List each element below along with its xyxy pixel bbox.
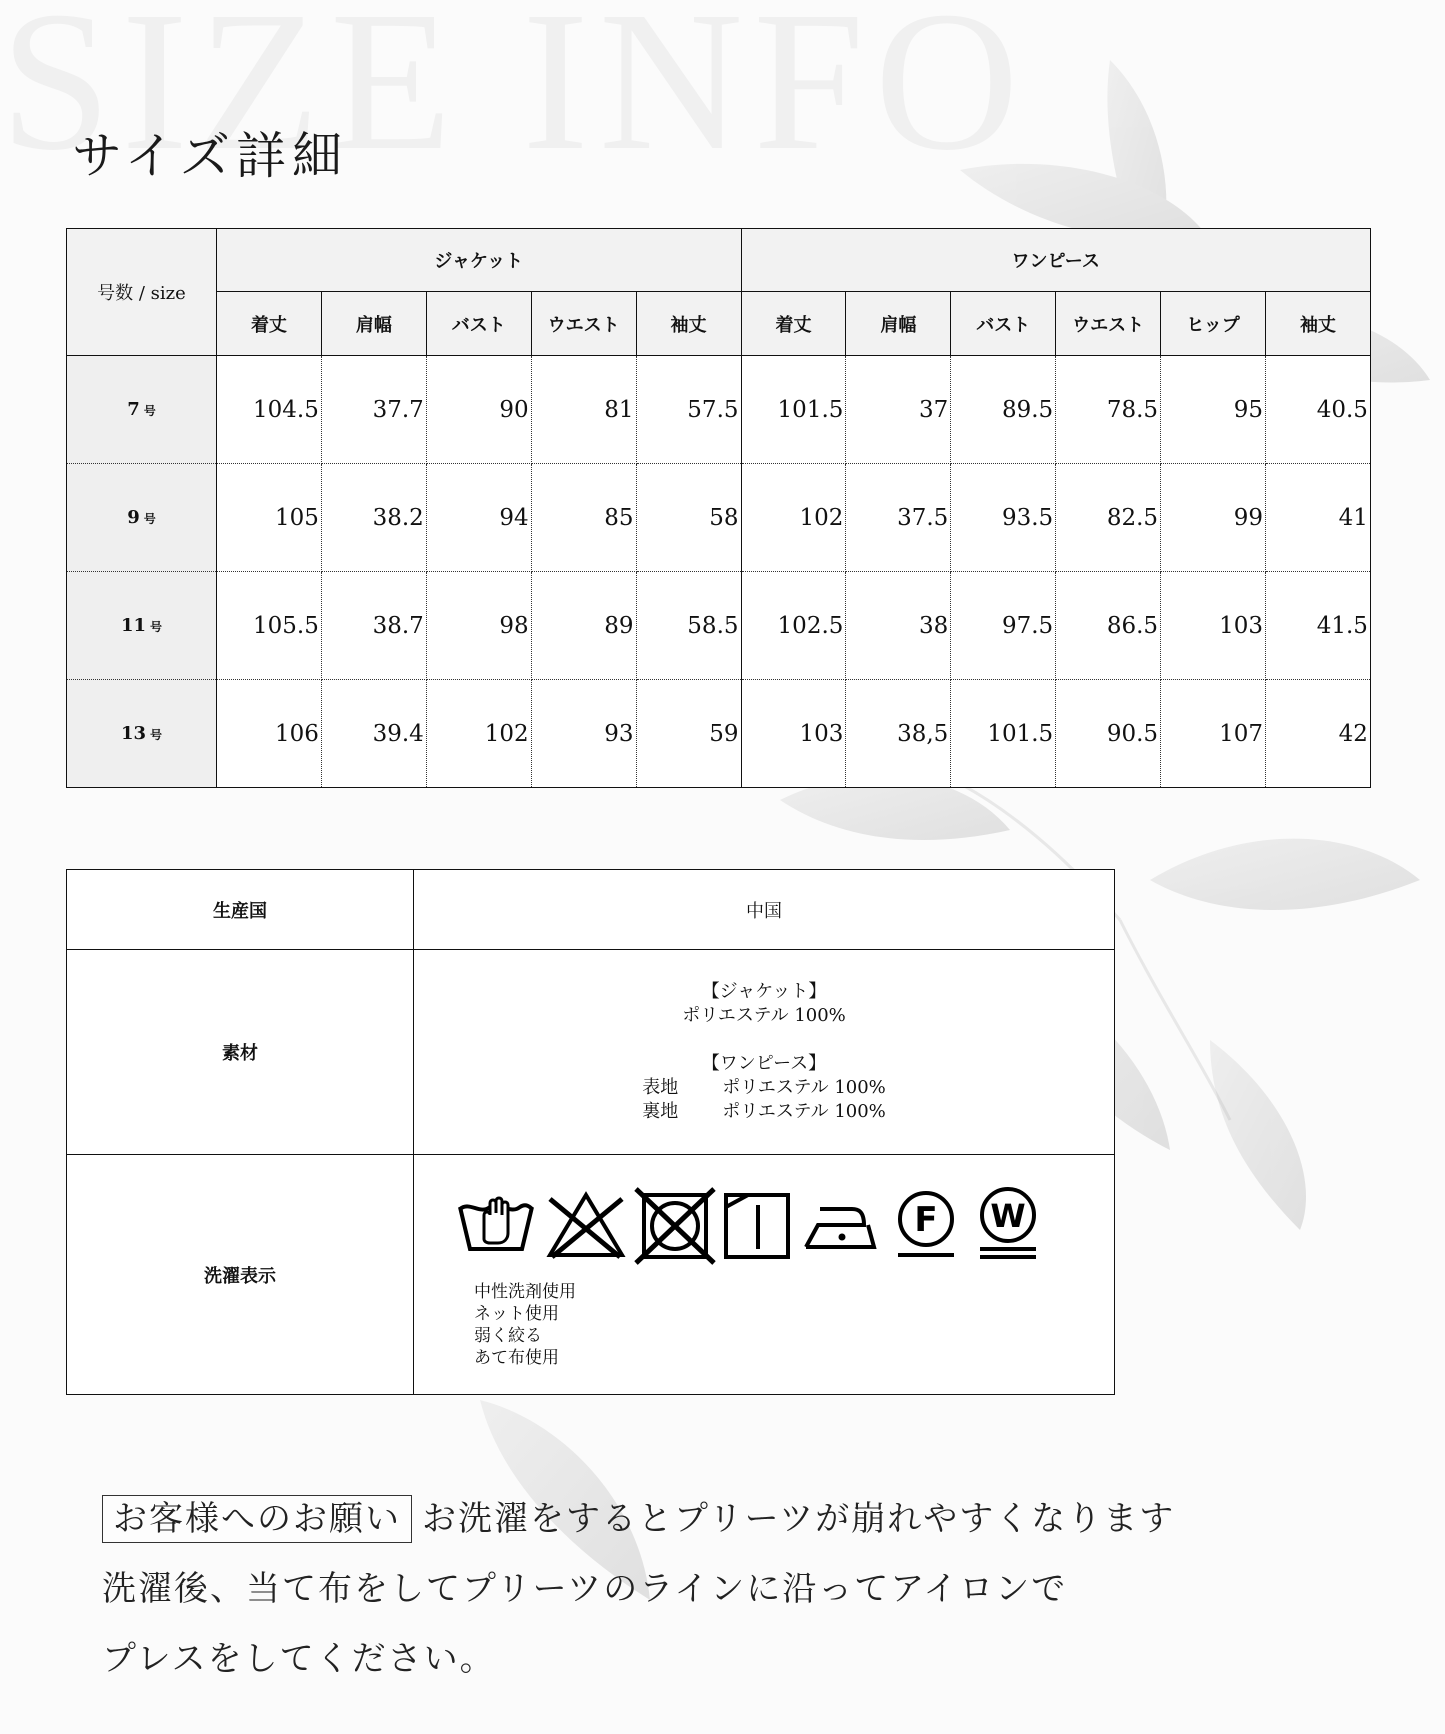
table-cell: 104.5 (217, 356, 322, 464)
table-cell: 105.5 (217, 572, 322, 680)
table-cell: 101.5 (951, 680, 1056, 788)
column-header: 着丈 (741, 292, 846, 356)
size-number: 7 (127, 399, 140, 420)
column-header: ウエスト (1056, 292, 1161, 356)
no-tumble-dry-icon (630, 1185, 718, 1265)
table-cell: 89.5 (951, 356, 1056, 464)
table-cell: 93.5 (951, 464, 1056, 572)
table-cell: 102.5 (741, 572, 846, 680)
wash-notes (474, 1281, 576, 1369)
material-lining-value: ポリエステル 100% (722, 1101, 886, 1122)
material-jacket-line: ポリエステル 100% (682, 1005, 846, 1026)
column-header: バスト (426, 292, 531, 356)
table-cell: 38.7 (321, 572, 426, 680)
origin-value: 中国 (414, 870, 1115, 950)
table-cell: 89 (531, 572, 636, 680)
column-header-row (67, 292, 1371, 356)
material-onepiece-heading: 【ワンピース】 (701, 1053, 827, 1074)
size-label (67, 572, 217, 680)
page-title: サイズ詳細 (72, 126, 348, 185)
origin-label: 生産国 (67, 870, 414, 950)
iron-low-icon (798, 1185, 886, 1265)
table-cell: 98 (426, 572, 531, 680)
table-cell: 86.5 (1056, 572, 1161, 680)
material-jacket-heading: 【ジャケット】 (701, 981, 827, 1002)
column-header: 袖丈 (636, 292, 741, 356)
size-header: 号数 / size (67, 229, 217, 356)
size-label (67, 464, 217, 572)
size-label (67, 680, 217, 788)
size-unit: 号 (150, 620, 163, 634)
notice-line-3: プレスをしてください。 (102, 1639, 496, 1679)
material-lining-label: 裏地 (642, 1101, 679, 1122)
table-row (67, 464, 1371, 572)
table-cell: 85 (531, 464, 636, 572)
wash-note: あて布使用 (474, 1348, 559, 1368)
table-cell: 58.5 (636, 572, 741, 680)
table-row (67, 572, 1371, 680)
hand-wash-icon (454, 1185, 542, 1265)
table-cell: 82.5 (1056, 464, 1161, 572)
table-cell: 58 (636, 464, 741, 572)
table-cell: 59 (636, 680, 741, 788)
table-cell: 38 (846, 572, 951, 680)
table-cell: 37.5 (846, 464, 951, 572)
size-number: 11 (120, 615, 147, 636)
wash-note: 弱く絞る (474, 1326, 542, 1346)
dry-clean-f-icon (886, 1185, 968, 1265)
table-cell: 78.5 (1056, 356, 1161, 464)
wash-cell (414, 1155, 1115, 1395)
table-cell: 37.7 (321, 356, 426, 464)
care-notice (102, 1484, 1175, 1694)
dry-clean-letter: F (914, 1200, 938, 1240)
table-cell: 107 (1161, 680, 1266, 788)
material-outer-value: ポリエステル 100% (722, 1077, 886, 1098)
wash-label: 洗濯表示 (67, 1155, 414, 1395)
size-table (66, 228, 1371, 788)
table-cell: 38,5 (846, 680, 951, 788)
size-number: 9 (127, 507, 140, 528)
table-cell: 93 (531, 680, 636, 788)
wash-note: ネット使用 (474, 1304, 559, 1324)
column-header: ヒップ (1161, 292, 1266, 356)
table-cell: 42 (1265, 680, 1370, 788)
column-header: 肩幅 (321, 292, 426, 356)
material-label: 素材 (67, 950, 414, 1155)
table-row (67, 356, 1371, 464)
table-cell: 81 (531, 356, 636, 464)
table-cell: 90.5 (1056, 680, 1161, 788)
size-unit: 号 (143, 404, 156, 418)
table-cell: 101.5 (741, 356, 846, 464)
table-cell: 103 (741, 680, 846, 788)
table-cell: 90 (426, 356, 531, 464)
table-cell: 41 (1265, 464, 1370, 572)
column-header: 着丈 (217, 292, 322, 356)
table-cell: 40.5 (1265, 356, 1370, 464)
material-cell (414, 950, 1115, 1155)
table-cell: 102 (741, 464, 846, 572)
column-header: バスト (951, 292, 1056, 356)
table-cell: 97.5 (951, 572, 1056, 680)
product-info-table (66, 869, 1115, 1395)
column-header: 肩幅 (846, 292, 951, 356)
wash-note: 中性洗剤使用 (474, 1282, 576, 1302)
table-cell: 37 (846, 356, 951, 464)
table-cell: 41.5 (1265, 572, 1370, 680)
table-cell: 105 (217, 464, 322, 572)
size-unit: 号 (150, 728, 163, 742)
table-row (67, 680, 1371, 788)
size-unit: 号 (143, 512, 156, 526)
no-bleach-icon (542, 1185, 630, 1265)
line-dry-shade-icon (718, 1185, 798, 1265)
wet-clean-letter: W (990, 1197, 1026, 1235)
size-number: 13 (120, 723, 147, 744)
group-header-jacket: ジャケット (217, 229, 742, 292)
wash-icons (454, 1185, 1050, 1265)
column-header: ウエスト (531, 292, 636, 356)
table-cell: 39.4 (321, 680, 426, 788)
table-cell: 102 (426, 680, 531, 788)
table-cell: 57.5 (636, 356, 741, 464)
table-row (67, 870, 1115, 950)
column-header: 袖丈 (1265, 292, 1370, 356)
table-cell: 94 (426, 464, 531, 572)
table-cell: 99 (1161, 464, 1266, 572)
notice-line-1: お洗濯をするとプリーツが崩れやすくなります (422, 1499, 1176, 1539)
group-header-onepiece: ワンピース (741, 229, 1370, 292)
table-cell: 95 (1161, 356, 1266, 464)
table-cell: 103 (1161, 572, 1266, 680)
table-cell: 106 (217, 680, 322, 788)
table-cell: 38.2 (321, 464, 426, 572)
notice-tag: お客様へのお願い (102, 1495, 412, 1543)
material-outer-label: 表地 (642, 1077, 679, 1098)
notice-line-2: 洗濯後、当て布をしてプリーツのラインに沿ってアイロンで (102, 1569, 1068, 1609)
size-label (67, 356, 217, 464)
wet-clean-w-icon (968, 1185, 1050, 1265)
table-row (67, 950, 1115, 1155)
table-row (67, 1155, 1115, 1395)
